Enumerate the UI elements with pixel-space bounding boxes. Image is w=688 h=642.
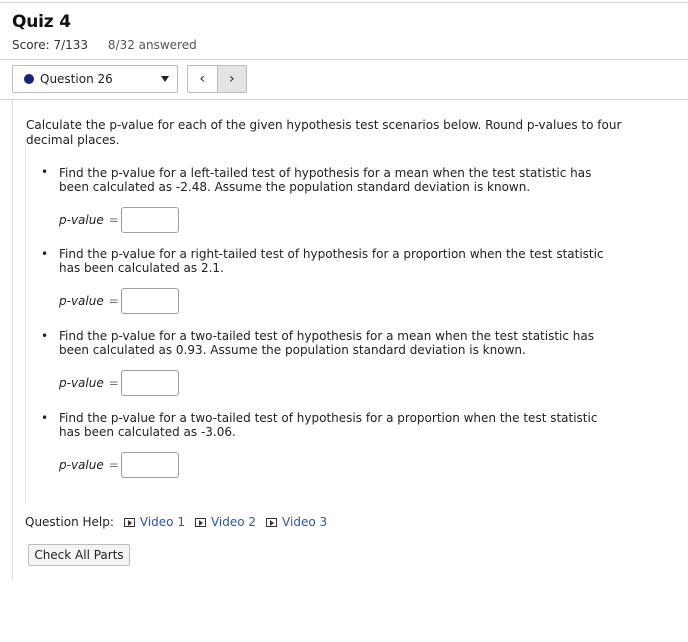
question-nav <box>187 65 247 93</box>
item-2-text: Find the p-value for a right-tailed test of hypothesis for a proportion when the test statistic has been calculated as 2.1. <box>59 247 604 275</box>
play-video-icon <box>124 518 135 527</box>
item-4-text: Find the p-value for a two-tailed test of hypothesis for a proportion when the test statistic has been calculated as -3.06. <box>59 411 598 439</box>
play-video-icon <box>266 518 277 527</box>
video-2-link[interactable]: Video 2 <box>195 515 256 529</box>
p-value-input-3[interactable] <box>121 370 179 396</box>
video-1-link[interactable]: Video 1 <box>124 515 185 529</box>
bullet-3: • <box>41 329 49 343</box>
content-border <box>25 140 26 505</box>
bullet-1: • <box>41 165 49 179</box>
play-video-icon <box>195 518 206 527</box>
question-status-dot <box>24 74 34 84</box>
header-divider <box>0 59 688 60</box>
item-2-label: p-value = <box>59 294 119 308</box>
question-help-label: Question Help: <box>25 515 114 529</box>
score-row <box>12 38 197 52</box>
item-1-text: Find the p-value for a left-tailed test of hypothesis for a mean when the test statistic has been calculated as -2.48. Assume the population standard deviation is known. <box>59 166 592 194</box>
p-value-input-1[interactable] <box>121 207 179 233</box>
dropdown-caret-icon <box>161 76 169 82</box>
bullet-2: • <box>41 247 49 261</box>
check-all-parts-button[interactable]: Check All Parts <box>28 544 130 566</box>
previous-question-button[interactable]: ‹ <box>199 71 206 87</box>
item-1-label: p-value = <box>59 213 119 227</box>
p-value-input-4[interactable] <box>121 452 179 478</box>
p-value-input-2[interactable] <box>121 288 179 314</box>
question-help <box>25 515 327 529</box>
question-selector[interactable] <box>12 65 178 93</box>
answered-count: 8/32 answered <box>107 38 197 52</box>
item-3-text: Find the p-value for a two-tailed test of hypothesis for a mean when the test statistic has been calculated as 0.93. Assume the population standard deviation is known. <box>59 329 594 357</box>
video-3-link[interactable]: Video 3 <box>266 515 327 529</box>
panel-border <box>12 100 13 580</box>
nav-divider <box>0 99 688 100</box>
item-4-label: p-value = <box>59 458 119 472</box>
question-intro: Calculate the p-value for each of the given hypothesis test scenarios below. Round p-values to four decimal places. <box>26 118 622 147</box>
question-selector-label: Question 26 <box>40 72 113 86</box>
score-text: Score: 7/133 <box>12 38 89 52</box>
top-divider <box>0 2 688 3</box>
bullet-4: • <box>41 411 49 425</box>
item-3-label: p-value = <box>59 376 119 390</box>
quiz-title: Quiz 4 <box>12 12 71 32</box>
next-question-button[interactable]: › <box>217 66 247 92</box>
